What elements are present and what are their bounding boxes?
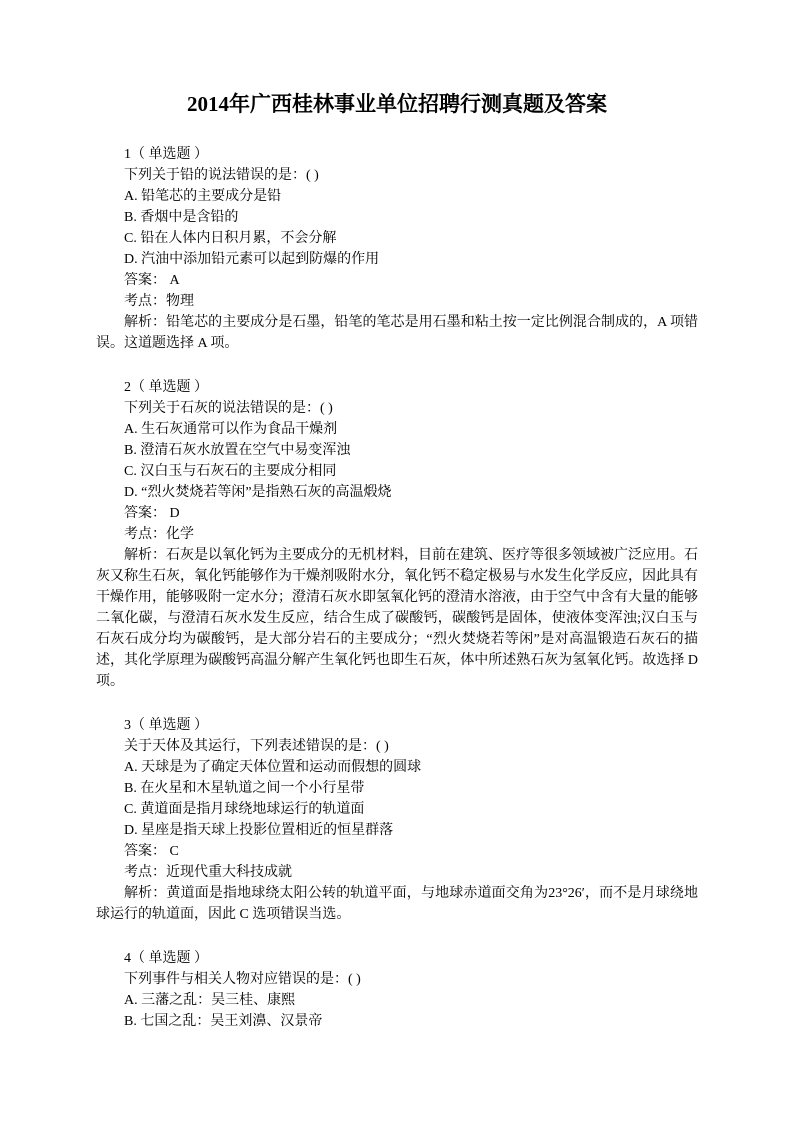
- exam-point-line: 考点：近现代重大科技成就: [124, 865, 292, 880]
- question-option: D. “烈火焚烧若等闲”是指熟石灰的高温煅烧: [124, 485, 392, 500]
- question-option: C. 汉白玉与石灰石的主要成分相同: [124, 464, 337, 479]
- question-option: C. 黄道面是指月球绕地球运行的轨道面: [124, 802, 365, 817]
- question-option: B. 在火星和木星轨道之间一个小行星带: [124, 781, 365, 796]
- question-block: [96, 144, 698, 354]
- question-stem: 下列关于铅的说法错误的是：( ): [124, 168, 319, 183]
- exam-point-line: 考点：物理: [124, 294, 194, 309]
- analysis-text: 解析：石灰是以氧化钙为主要成分的无机材料，目前在建筑、医疗等很多领域被广泛应用。石灰又称生石灰，氧化钙能够作为干燥剂吸附水分，氧化钙不稳定极易与水发生化学反应，因此具有干燥作用，能够吸附一定水分；澄清石灰水即氢氧化钙的澄清水溶液，由于空气中含有大量的能够二氧化碳，与澄清石灰水发生反应，结合生成了碳酸钙，碳酸钙是固体，使液体变浑浊;汉白玉与石灰石成分均为碳酸钙，是大部分岩石的主要成分；“烈火焚烧若等闲”是对高温锻造石灰石的描述，其化学原理为碳酸钙高温分解产生氧化钙也即生石灰，体中所述熟石灰为氢氧化钙。故选择 D 项。: [96, 548, 698, 689]
- answer-line: 答案： A: [124, 273, 180, 288]
- answer-line: 答案： D: [124, 506, 180, 521]
- question-option: A. 铅笔芯的主要成分是铅: [124, 189, 282, 204]
- question-option: A. 天球是为了确定天体位置和运动而假想的圆球: [124, 760, 422, 775]
- question-block: [96, 377, 698, 692]
- analysis-text: 解析：铅笔芯的主要成分是石墨，铅笔的笔芯是用石墨和粘土按一定比例混合制成的，A 项错误。这道题选择 A 项。: [96, 315, 698, 351]
- question-number: 1（ 单选题 ）: [124, 147, 208, 162]
- question-block: [96, 948, 698, 1032]
- question-stem: 下列事件与相关人物对应错误的是：( ): [124, 972, 361, 987]
- question-stem: 下列关于石灰的说法错误的是：( ): [124, 401, 333, 416]
- exam-point-line: 考点：化学: [124, 527, 194, 542]
- question-option: D. 星座是指天球上投影位置相近的恒星群落: [124, 823, 394, 838]
- page-title: 2014年广西桂林事业单位招聘行测真题及答案: [187, 92, 607, 116]
- question-option: D. 汽油中添加铅元素可以起到防爆的作用: [124, 252, 380, 267]
- question-option: B. 香烟中是含铅的: [124, 210, 239, 225]
- question-block: [96, 715, 698, 925]
- question-stem: 关于天体及其运行，下列表述错误的是：( ): [124, 739, 389, 754]
- question-number: 2（ 单选题 ）: [124, 380, 208, 395]
- question-option: A. 三藩之乱：吴三桂、康熙: [124, 993, 296, 1008]
- question-option: B. 七国之乱：吴王刘濞、汉景帝: [124, 1014, 323, 1029]
- question-option: B. 澄清石灰水放置在空气中易变浑浊: [124, 443, 351, 458]
- question-number: 3（ 单选题 ）: [124, 718, 208, 733]
- answer-line: 答案： C: [124, 844, 179, 859]
- question-option: A. 生石灰通常可以作为食品干燥剂: [124, 422, 338, 437]
- analysis-text: 解析：黄道面是指地球绕太阳公转的轨道平面，与地球赤道面交角为23°26′，而不是月球绕地球运行的轨道面，因此 C 选项错误当选。: [96, 886, 698, 922]
- question-option: C. 铅在人体内日积月累，不会分解: [124, 231, 337, 246]
- question-number: 4（ 单选题 ）: [124, 951, 208, 966]
